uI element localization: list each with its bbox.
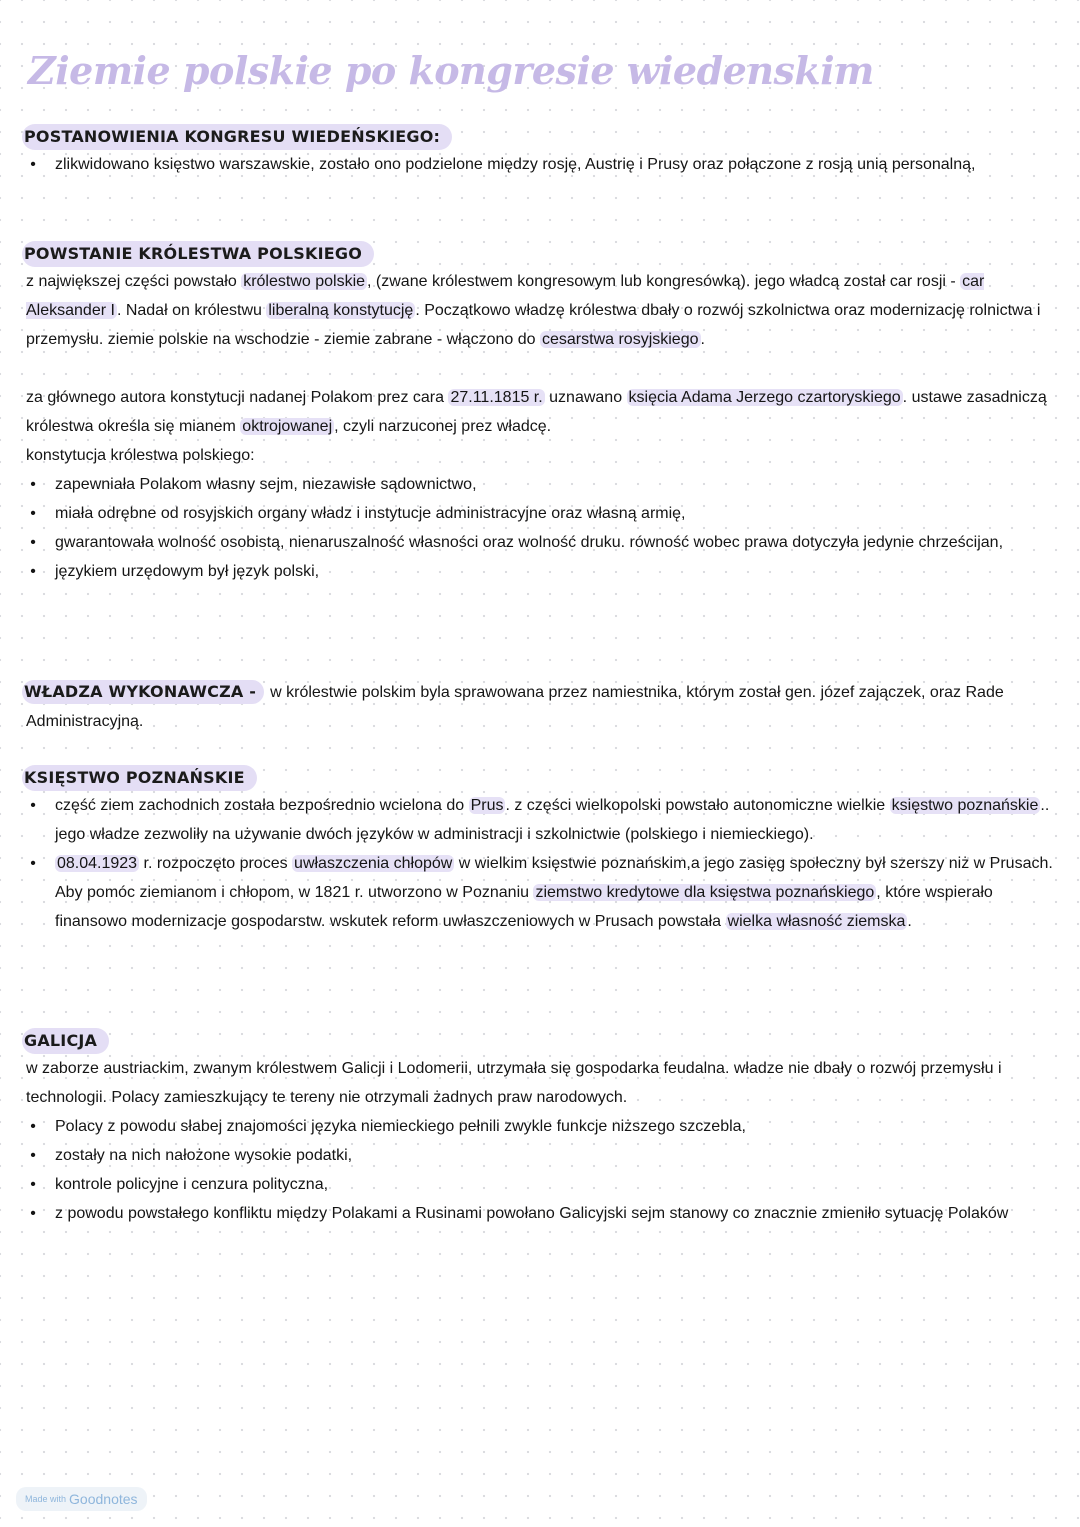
list-item: • zostały na nich nałożone wysokie podatki, (26, 1141, 1056, 1170)
bullet-icon: • (30, 1205, 36, 1222)
goodnotes-logo: Goodnotes (69, 1490, 138, 1507)
bullet-icon: • (30, 797, 36, 814)
list-item: • zlikwidowano księstwo warszawskie, zostało ono podzielone między rosję, Austrię i Prusy oraz połączone z rosją unią personalną, (26, 150, 1056, 179)
bullet-icon: • (30, 1176, 36, 1193)
heading-wladza: WŁADZA WYKONAWCZA - (22, 680, 264, 704)
bullet-icon: • (30, 1118, 36, 1135)
list-item: • miała odrębne od rosyjskich organy władz i instytucje administracyjne oraz własną armię, (26, 499, 1056, 528)
page-title: Ziemie polskie po kongresie wiedenskim (28, 48, 874, 93)
galicja-list (26, 1112, 1056, 1228)
list-item: • językiem urzędowym był język polski, (26, 557, 1056, 586)
konstytucja-list (26, 470, 1056, 586)
list-item: • część ziem zachodnich została bezpośrednio wcielona do Prus . z części wielkopolski powstało autonomiczne wielkie księstwo poznańskie .. jego władze zezwoliły na używanie dwóch języków w administracji i szkolnictwie (polskiego i niemieckiego). (26, 791, 1056, 849)
wladza-paragraph: WŁADZA WYKONAWCZA - w królestwie polskim byla sprawowana przez namiestnika, którym został gen. józef zajączek, oraz Rade Administracyjną. (24, 682, 1004, 730)
list-item: • z powodu powstałego konfliktu między Polakami a Rusinami powołano Galicyjski sejm stanowy co znacznie zmieniło sytuację Polaków (26, 1199, 1056, 1228)
poznan-list (26, 791, 1056, 936)
bullet-icon: • (30, 563, 36, 580)
krolestwo-paragraph-3: konstytucja królestwa polskiego: (26, 447, 255, 464)
heading-poznan: KSIĘSTWO POZNAŃSKIE (22, 765, 257, 791)
bullet-icon: • (30, 855, 36, 872)
section-kongres (26, 124, 1056, 179)
list-item: • Polacy z powodu słabej znajomości języka niemieckiego pełnili zwykle funkcje niższego szczebla, (26, 1112, 1056, 1141)
goodnotes-badge (16, 1487, 147, 1511)
section-galicja (26, 1028, 1056, 1228)
made-with-label: Made with (25, 1493, 67, 1504)
list-item: • zapewniała Polakom własny sejm, niezawisłe sądownictwo, (26, 470, 1056, 499)
section-poznan (26, 765, 1056, 936)
bullet-icon: • (30, 476, 36, 493)
bullet-icon: • (30, 534, 36, 551)
heading-krolestwo: POWSTANIE KRÓLESTWA POLSKIEGO (22, 241, 374, 267)
heading-kongres: POSTANOWIENIA KONGRESU WIEDEŃSKIEGO: (22, 124, 452, 150)
list-item: • kontrole policyjne i cenzura polityczna, (26, 1170, 1056, 1199)
heading-galicja: GALICJA (22, 1028, 109, 1054)
bullet-icon: • (30, 1147, 36, 1164)
krolestwo-paragraph-2: za głównego autora konstytucji nadanej Polakom prez cara 27.11.1815 r. uznawano księcia Adama Jerzego czartoryskiego . ustawe zasadniczą królestwa określa się mianem oktrojowanej , czyli narzuconej prez władcę. (26, 389, 1047, 435)
krolestwo-paragraph-1: z największej części powstało królestwo polskie , (zwane królestwem kongresowym lub kongresówką). jego władcą został car rosji - car Aleksander I . Nadał on królestwu liberalną konstytucję . Początkowo władzę królestwa dbały o rozwój szkolnictwa oraz modernizację rolnictwa i przemysłu. ziemie polskie na wschodzie - ziemie zabrane - włączono do cesarstwa rosyjskiego . (26, 273, 1041, 348)
galicja-paragraph: w zaborze austriackim, zwanym królestwem Galicji i Lodomerii, utrzymała się gospodarka feudalna. władze nie dbały o rozwój przemysłu i technologii. Polacy zamieszkujący te tereny nie otrzymali żadnych praw narodowych. (26, 1060, 1002, 1106)
section-krolestwo (26, 241, 1056, 586)
section-wladza (26, 678, 1056, 736)
bullet-icon: • (30, 156, 36, 173)
list-item: • gwarantowała wolność osobistą, nienaruszalność własności oraz wolność druku. równość wobec prawa dotyczyła jedynie chrześcijan, (26, 528, 1056, 557)
bullet-icon: • (30, 505, 36, 522)
kongres-list (26, 150, 1056, 179)
list-item: • 08.04.1923 r. rozpoczęto proces uwłaszczenia chłopów w wielkim księstwie poznańskim,a jego zasięg społeczny był szerszy niż w Prusach. Aby pomóc ziemianom i chłopom, w 1821 r. utworzono w Poznaniu ziemstwo kredytowe dla księstwa poznańskiego , które wspierało finansowo modernizacje gospodarstw. wskutek reform uwłaszczeniowych w Prusach powstała wielka własność ziemska . (26, 849, 1056, 936)
